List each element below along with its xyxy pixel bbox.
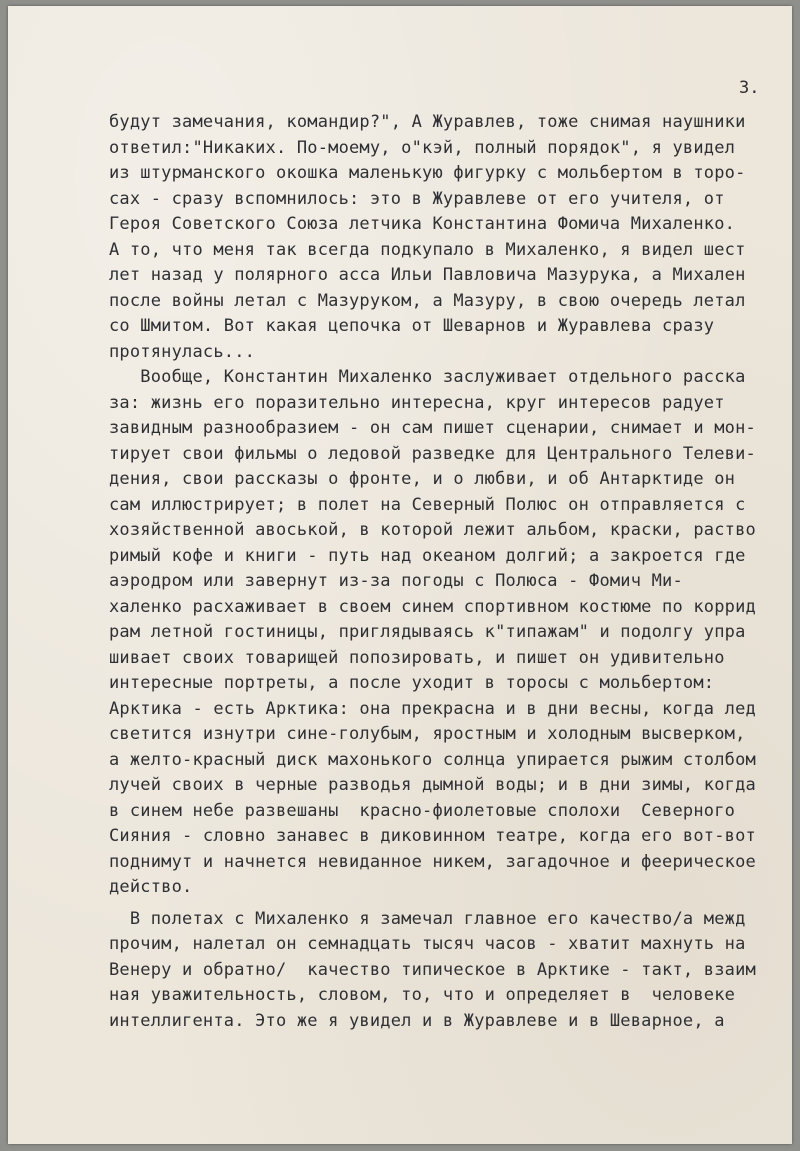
text-line: Героя Советского Союза летчика Константина Фомича Михаленко. — [109, 214, 736, 234]
text-line: тирует свои фильмы о ледовой разведке для Центрального Телеви- — [109, 443, 756, 464]
text-line: аэродром или завернут из-за погоды с Полюса - Фомич Ми- — [109, 571, 683, 591]
text-line: лучей своих в черные разводья дымной воды; и в дни зимы, когда — [109, 775, 756, 795]
text-line: действо. — [109, 877, 193, 897]
text-line: прочим, налетал он семнадцать тысяч часов - хватит махнуть на — [109, 934, 746, 954]
text-line: светится изнутри сине-голубым, яростным и холодным высверком, — [109, 724, 746, 744]
text-line: из штурманского окошка маленькую фигурку с мольбертом в торо- — [109, 163, 746, 183]
text-line: интересные портреты, а после уходит в торосы с мольбертом: — [109, 673, 715, 693]
text-line: а желто-красный диск махонького солнца упирается рыжим столбом — [109, 749, 756, 770]
text-line: протянулась... — [109, 341, 256, 362]
text-line: хозяйственной авоськой, в которой лежит альбом, краски, раство — [109, 520, 756, 540]
text-line: в синем небе развешаны красно-фиолетовые сполохи Северного — [109, 800, 736, 821]
text-line: Венеру и обратно/ качество типическое в Арктике - такт, взаим — [109, 959, 756, 980]
text-line: римый кофе и книги - путь над океаном долгий; а закроется где — [109, 545, 746, 566]
text-line: А то, что меня так всегда подкупало в Михаленко, я видел шест — [109, 239, 746, 260]
text-line: сах - сразу вспомнилось: это в Журавлеве от его учителя, от — [109, 188, 725, 209]
text-line: халенко расхаживает в своем синем спортивном костюме по коррид — [109, 596, 756, 617]
text-line: дения, свои рассказы о фронте, и о любви, и об Антарктиде он — [109, 469, 736, 489]
typewritten-text — [109, 110, 792, 1034]
text-line: поднимут и начнется невиданное никем, загадочное и феерическое — [109, 851, 756, 872]
text-line: со Шмитом. Вот какая цепочка от Шеварнов и Журавлева сразу — [109, 316, 715, 336]
text-line: рам летной гостиницы, приглядываясь к"типажам" и подолгу упра — [109, 622, 746, 642]
text-line: Сияния - словно занавес в диковинном театре, когда его вот-вот — [109, 826, 756, 846]
text-line: В полетах с Михаленко я замечал главное его качество/а межд — [109, 908, 746, 929]
text-line: интеллигента. Это же я увидел и в Журавлеве и в Шеварное, а — [109, 1010, 725, 1031]
text-line: за: жизнь его поразительно интересна, круг интересов радует — [109, 392, 725, 413]
text-line: шивает своих товарищей попозировать, и пишет он удивительно — [109, 647, 725, 668]
text-line: Арктика - есть Арктика: она прекрасна и в дни весны, когда лед — [109, 698, 756, 719]
text-line: лет назад у полярного асса Ильи Павловича Мазурука, а Михален — [109, 265, 746, 285]
text-line: ная уважительность, словом, то, что и определяет в человеке — [109, 985, 736, 1005]
text-line: после войны летал с Мазуруком, а Мазуру, в свою очередь летал — [109, 290, 746, 311]
page-number: 3. — [739, 78, 760, 98]
text-line: Вообще, Константин Михаленко заслуживает отдельного расска — [109, 367, 746, 387]
text-line: завидным разнообразием - он сам пишет сценарии, снимает и мон- — [109, 418, 756, 438]
document-page — [8, 6, 792, 1144]
text-line: будут замечания, командир?", А Журавлев, тоже снимая наушники — [109, 112, 746, 132]
text-line: сам иллюстрирует; в полет на Северный Полюс он отправляется с — [109, 494, 746, 515]
text-line: ответил:"Никаких. По-моему, о"кэй, полный порядок", я увидел — [109, 137, 736, 158]
